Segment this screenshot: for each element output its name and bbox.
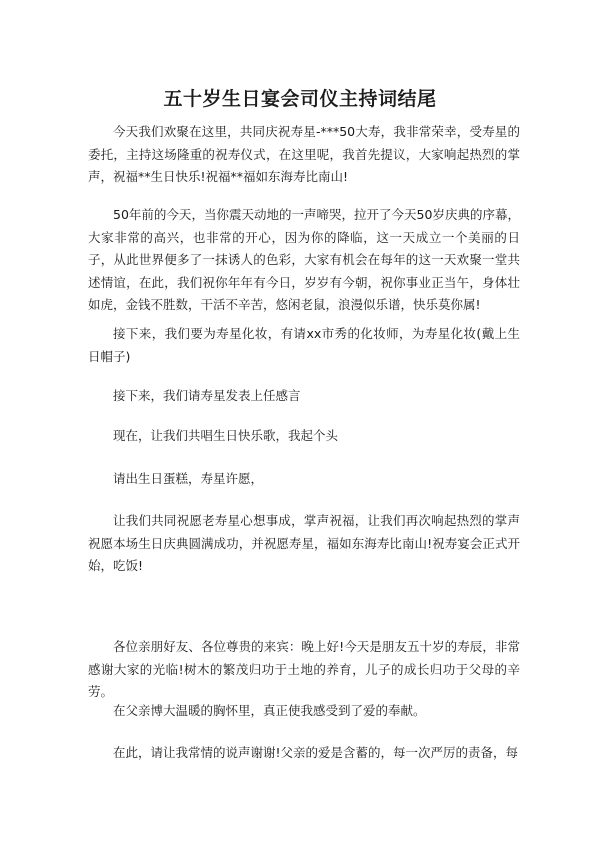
paragraph-7: 让我们共同祝愿老寿星心想事成，掌声祝福，让我们再次响起热烈的掌声祝愿本场生日庆典圆满成功，并祝愿寿星，福如东海寿比南山!祝寿宴会正式开始，吃饭! — [88, 513, 520, 573]
paragraph-6: 请出生日蛋糕，寿星许愿， — [113, 471, 264, 486]
paragraph-8: 各位亲朋好友、各位尊贵的来宾：晚上好!今天是朋友五十岁的寿辰，非常感谢大家的光临!树木的繁茂归功于土地的养育，儿子的成长归功于父母的辛劳。 — [88, 639, 520, 699]
paragraph-10: 在此，请让我常情的说声谢谢!父亲的爱是含蓄的，每一次严厉的责备，每 — [113, 745, 519, 760]
paragraph-4: 接下来，我们请寿星发表上任感言 — [113, 388, 301, 403]
paragraph-9: 在父亲博大温暖的胸怀里，真正使我感受到了爱的奉献。 — [113, 703, 426, 718]
document-title: 五十岁生日宴会司仪主持词结尾 — [163, 88, 437, 110]
paragraph-3: 接下来，我们要为寿星化妆，有请xx市秀的化妆师，为寿星化妆(戴上生日帽子) — [88, 326, 520, 364]
paragraph-2: 50年前的今天，当你震天动地的一声啼哭，拉开了今天50岁庆典的序幕，大家非常的高兴，也非常的开心，因为你的降临，这一天成立一个美丽的日子，从此世界便多了一抹诱人的色彩，大家有机会在每年的这一天欢聚一堂共述情谊，在此，我们祝你年年有今日，岁岁有今朝，祝你事业正当午，身体壮如虎，金钱不胜数，干活不辛苦，悠闲老鼠，浪漫似乐谱，快乐莫你属! — [88, 207, 520, 312]
paragraph-1: 今天我们欢聚在这里，共同庆祝寿星-***50大寿，我非常荣幸，受寿星的委托，主持这场隆重的祝寿仪式，在这里呢，我首先提议，大家响起热烈的掌声，祝福**生日快乐!祝福**福如东海寿比南山! — [88, 124, 520, 184]
paragraph-5: 现在，让我们共唱生日快乐歌，我起个头 — [113, 428, 339, 443]
